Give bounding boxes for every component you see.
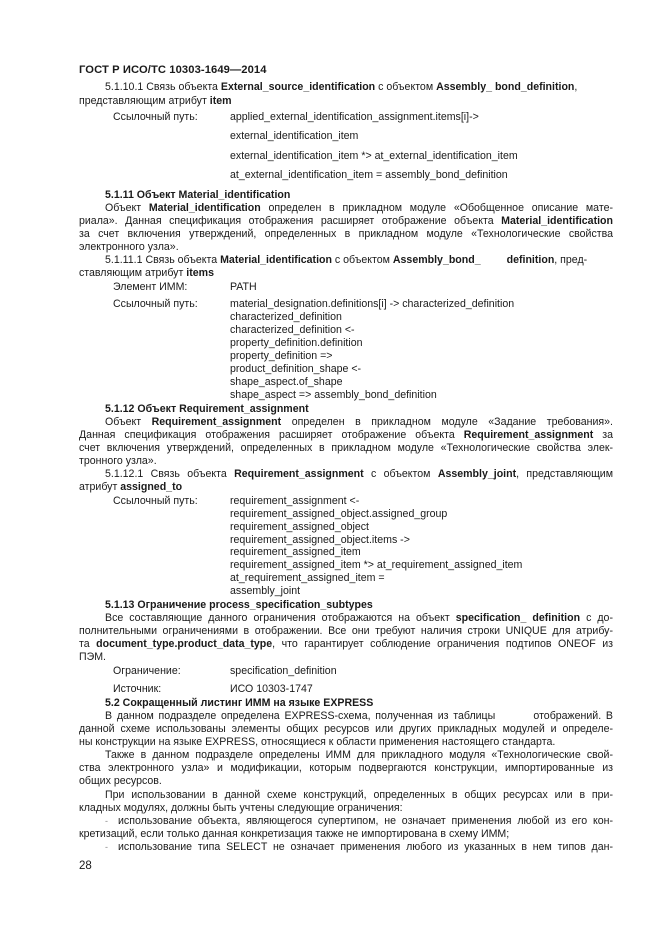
paragraph-line: риала». Данная спецификация отображения расширяет отображение объекта Material_identification <box>79 215 613 227</box>
element-value: PATH <box>230 281 257 293</box>
paragraph-line: В данном подразделе определена EXPRESS-схема, полученная из таблицы отображений. В <box>105 710 613 722</box>
ref-path-line: at_requirement_assigned_item = <box>230 572 385 584</box>
paragraph-line: общих ресурсов. <box>79 775 162 787</box>
paragraph-line: полнительными ограничениями в отображении. Все они требуют наличия строки UNIQUE для атрибу- <box>79 625 613 637</box>
ref-path-line: external_identification_item *> at_external_identification_item <box>230 150 518 162</box>
source-value: ИСО 10303-1747 <box>230 683 313 695</box>
ref-path-line: material_designation.definitions[i] -> characterized_definition <box>230 298 515 310</box>
ref-path-line: shape_aspect.of_shape <box>230 376 343 388</box>
paragraph-line: кретизаций, если только данная конкретизация также не импортирована в схему ИММ; <box>79 828 510 840</box>
page-number: 28 <box>79 860 92 872</box>
paragraph-line: ПЭМ. <box>79 651 106 663</box>
ref-path-line: product_definition_shape <- <box>230 363 362 375</box>
paragraph-line: кладных модулях, должны быть учтены следующие ограничения: <box>79 802 403 814</box>
ref-path-line: property_definition => <box>230 350 333 362</box>
paragraph-line: ны конструкции на языке EXPRESS, относящиеся к области применения настоящего стандарта. <box>79 736 556 748</box>
ref-path-line: requirement_assigned_item <box>230 546 361 558</box>
ref-path-line: requirement_assigned_object.items -> <box>230 534 410 546</box>
paragraph-line: тронного узла». <box>79 455 157 467</box>
ref-path-line: requirement_assignment <- <box>230 495 360 507</box>
subsection-5-1-10-1-title: 5.1.10.1 Связь объекта External_source_identification с объектом Assembly_ bond_definition, <box>105 81 578 93</box>
list-dash: - <box>105 816 108 826</box>
paragraph-line: Данная спецификация отображения расширяет отображение объекта Requirement_assignment за <box>79 429 613 441</box>
subsection-5-1-10-1-attr: представляющим атрибут item <box>79 95 232 107</box>
source-label: Источник: <box>113 683 162 695</box>
paragraph-line: счет включения утверждений, определенных в прикладном модуле «Технологические свойства элек- <box>79 442 613 454</box>
ref-path-label: Ссылочный путь: <box>113 495 198 507</box>
paragraph-line: за счет включения утверждений, определенных в прикладном модуле «Технологические свойства <box>79 228 613 240</box>
ref-path-label: Ссылочный путь: <box>113 298 198 310</box>
subsection-5-1-11-1-title: 5.1.11.1 Связь объекта Material_identification с объектом Assembly_bond_ definition, пред- <box>105 254 588 266</box>
ref-path-line: characterized_definition <- <box>230 324 355 336</box>
list-item: - использование объекта, являющегося супертипом, не означает применения любой из его кон- <box>105 815 613 827</box>
paragraph-line: электронного узла». <box>79 241 179 253</box>
paragraph-line: При использовании в данной схеме конструкций, определенных в общих ресурсах или в при- <box>105 789 613 801</box>
constraint-label: Ограничение: <box>113 665 181 677</box>
subsection-5-1-12-1-attr: атрибут assigned_to <box>79 481 183 493</box>
ref-path-line: requirement_assigned_object.assigned_group <box>230 508 448 520</box>
subsection-5-1-12-1-title: 5.1.12.1 Связь объекта Requirement_assignment с объектом Assembly_joint, представляющим <box>105 468 613 480</box>
ref-path-line: applied_external_identification_assignment.items[i]-> <box>230 111 479 123</box>
ref-path-line: property_definition.definition <box>230 337 363 349</box>
paragraph-line: Объект Material_identification определен в прикладном модуле «Обобщенное описание мате- <box>105 202 613 214</box>
section-5-1-13-heading: 5.1.13 Ограничение process_specification_subtypes <box>105 599 373 611</box>
paragraph-line: Также в данном подразделе определены ИММ для прикладного модуля «Технологические свой- <box>105 749 613 761</box>
section-5-2-heading: 5.2 Сокращенный листинг ИММ на языке EXPRESS <box>105 697 374 709</box>
section-5-1-11-heading: 5.1.11 Объект Material_identification <box>105 189 291 201</box>
document-header: ГОСТ Р ИСО/ТС 10303-1649—2014 <box>79 64 267 76</box>
paragraph-line: ства электронного узла» и модификации, которым подвергаются конструкции, импортированные из <box>79 762 613 774</box>
paragraph-line: данной схеме использованы элементы общих ресурсов или других прикладных модулей и определе- <box>79 723 613 735</box>
constraint-value: specification_definition <box>230 665 337 677</box>
ref-path-line: assembly_joint <box>230 585 301 597</box>
ref-path-line: requirement_assigned_object <box>230 521 369 533</box>
section-5-1-12-heading: 5.1.12 Объект Requirement_assignment <box>105 403 309 415</box>
subsection-5-1-11-1-attr: ставляющим атрибут items <box>79 267 214 279</box>
element-label: Элемент ИММ: <box>113 281 188 293</box>
ref-path-line: external_identification_item <box>230 130 359 142</box>
list-dash: - <box>105 842 108 852</box>
ref-path-line: at_external_identification_item = assembly_bond_definition <box>230 169 508 181</box>
paragraph-line: та document_type.product_data_type, что гарантирует соблюдение ограничения подтипов ONEOF из <box>79 638 613 650</box>
list-item: - использование типа SELECT не означает применения любого из указанных в нем типов дан- <box>105 841 613 853</box>
ref-path-line: shape_aspect => assembly_bond_definition <box>230 389 437 401</box>
paragraph-line: Объект Requirement_assignment определен в прикладном модуле «Задание требования». <box>105 416 613 428</box>
paragraph-line: Все составляющие данного ограничения отображаются на объект specification_ definition с до- <box>105 612 613 624</box>
ref-path-line: characterized_definition <box>230 311 342 323</box>
ref-path-label: Ссылочный путь: <box>113 111 198 123</box>
ref-path-line: requirement_assigned_item *> at_requirement_assigned_item <box>230 559 523 571</box>
